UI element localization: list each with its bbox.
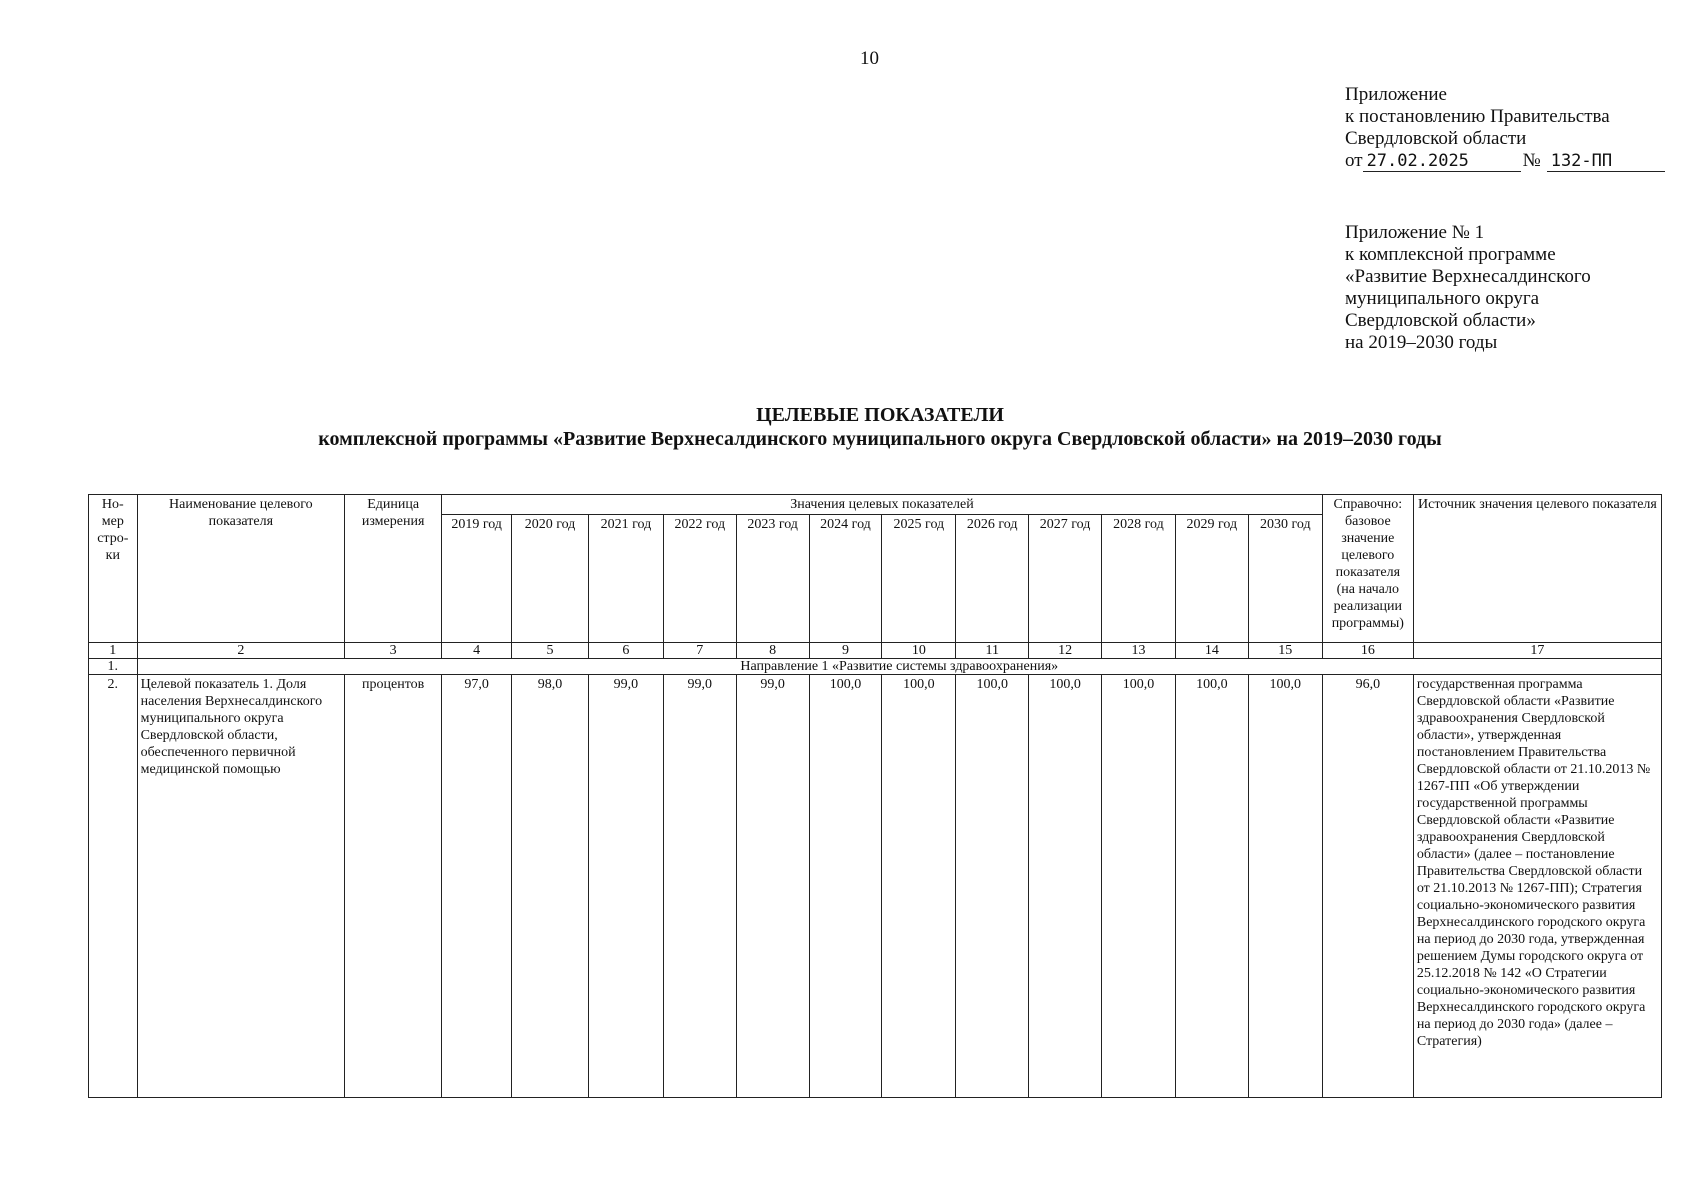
appendix-program-block <box>1345 222 1591 354</box>
column-number: 4 <box>442 643 512 659</box>
number-sign: № <box>1522 150 1541 171</box>
column-number: 11 <box>956 643 1029 659</box>
column-number: 8 <box>736 643 809 659</box>
row-number: 2. <box>89 675 138 1098</box>
resolution-number: 132-ПП <box>1547 151 1665 172</box>
value-2020: 98,0 <box>512 675 589 1098</box>
document-subtitle: комплексной программы «Развитие Верхнесалдинского муниципального округа Свердловской области» на 2019–2030 годы <box>318 428 1442 450</box>
column-number: 14 <box>1175 643 1248 659</box>
value-2019: 97,0 <box>442 675 512 1098</box>
header-year: 2023 год <box>736 515 809 643</box>
value-2024: 100,0 <box>809 675 882 1098</box>
column-number: 12 <box>1029 643 1102 659</box>
appendix-program-line: «Развитие Верхнесалдинского <box>1345 266 1591 287</box>
appendix-resolution-block <box>1345 84 1665 172</box>
value-2023: 99,0 <box>736 675 809 1098</box>
appendix-program-line: муниципального округа <box>1345 288 1540 309</box>
header-year: 2030 год <box>1248 515 1322 643</box>
appendix-line: Приложение <box>1345 84 1447 105</box>
header-reference: Справочно: базовое значение целевого показателя (на начало реализации программы) <box>1322 495 1413 643</box>
column-number: 16 <box>1322 643 1413 659</box>
column-number: 9 <box>809 643 882 659</box>
column-number: 7 <box>663 643 736 659</box>
header-year: 2020 год <box>512 515 589 643</box>
column-number: 1 <box>89 643 138 659</box>
page-number: 10 <box>860 48 879 69</box>
header-year: 2029 год <box>1175 515 1248 643</box>
header-year: 2024 год <box>809 515 882 643</box>
column-number: 5 <box>512 643 589 659</box>
appendix-program-line: к комплексной программе <box>1345 244 1556 265</box>
header-source: Источник значения целевого показателя <box>1413 495 1661 643</box>
column-number: 17 <box>1413 643 1661 659</box>
appendix-program-line: Свердловской области» <box>1345 310 1536 331</box>
value-2027: 100,0 <box>1029 675 1102 1098</box>
appendix-line: Свердловской области <box>1345 128 1527 149</box>
value-2030: 100,0 <box>1248 675 1322 1098</box>
direction-row <box>89 659 1662 675</box>
indicators-table <box>88 494 1662 1098</box>
header-row <box>89 495 1662 515</box>
header-year: 2026 год <box>956 515 1029 643</box>
resolution-date: 27.02.2025 <box>1363 151 1521 172</box>
column-number: 2 <box>137 643 344 659</box>
value-2022: 99,0 <box>663 675 736 1098</box>
direction-row-number: 1. <box>89 659 138 675</box>
value-2028: 100,0 <box>1102 675 1176 1098</box>
header-year: 2022 год <box>663 515 736 643</box>
column-number: 10 <box>882 643 956 659</box>
appendix-line: к постановлению Правительства <box>1345 106 1610 127</box>
header-row-number: Но- мер стро- ки <box>89 495 138 643</box>
indicator-name: Целевой показатель 1. Доля населения Верхнесалдинского муниципального округа Свердловской области, обеспеченного первичной медицинской помощью <box>137 675 344 1098</box>
column-numbers-row <box>89 643 1662 659</box>
header-indicator-name: Наименование целевого показателя <box>137 495 344 643</box>
indicator-unit: процентов <box>345 675 442 1098</box>
column-number: 3 <box>345 643 442 659</box>
value-2029: 100,0 <box>1175 675 1248 1098</box>
reference-value: 96,0 <box>1322 675 1413 1098</box>
header-year: 2019 год <box>442 515 512 643</box>
header-values-group: Значения целевых показателей <box>442 495 1323 515</box>
resolution-date-number-line <box>1345 150 1665 172</box>
from-label: от <box>1345 150 1363 171</box>
appendix-program-line: Приложение № 1 <box>1345 222 1485 243</box>
header-year: 2025 год <box>882 515 956 643</box>
header-year: 2021 год <box>588 515 663 643</box>
column-number: 13 <box>1102 643 1176 659</box>
column-number: 15 <box>1248 643 1322 659</box>
direction-title: Направление 1 «Развитие системы здравоохранения» <box>137 659 1661 675</box>
column-number: 6 <box>588 643 663 659</box>
header-year: 2028 год <box>1102 515 1176 643</box>
value-2021: 99,0 <box>588 675 663 1098</box>
header-unit: Единица измерения <box>345 495 442 643</box>
appendix-program-line: на 2019–2030 годы <box>1345 332 1498 353</box>
value-2026: 100,0 <box>956 675 1029 1098</box>
document-title: ЦЕЛЕВЫЕ ПОКАЗАТЕЛИ <box>756 404 1004 426</box>
table-row <box>89 675 1662 1098</box>
value-2025: 100,0 <box>882 675 956 1098</box>
header-year: 2027 год <box>1029 515 1102 643</box>
indicator-source: государственная программа Свердловской области «Развитие здравоохранения Свердловской области», утвержденная постановлением Правительства Свердловской области от 21.10.2013 № 1267-ПП «Об утверждении государственной программы Свердловской области «Развитие здравоохранения Свердловской области» (далее – постановление Правительства Свердловской области от 21.10.2013 № 1267-ПП); Стратегия социально-экономического развития Верхнесалдинского городского округа на период до 2030 года, утвержденная решением Думы городского округа от 25.12.2018 № 142 «О Стратегии социально-экономического развития Верхнесалдинского городского округа на период до 2030 года» (далее – Стратегия) <box>1413 675 1661 1098</box>
